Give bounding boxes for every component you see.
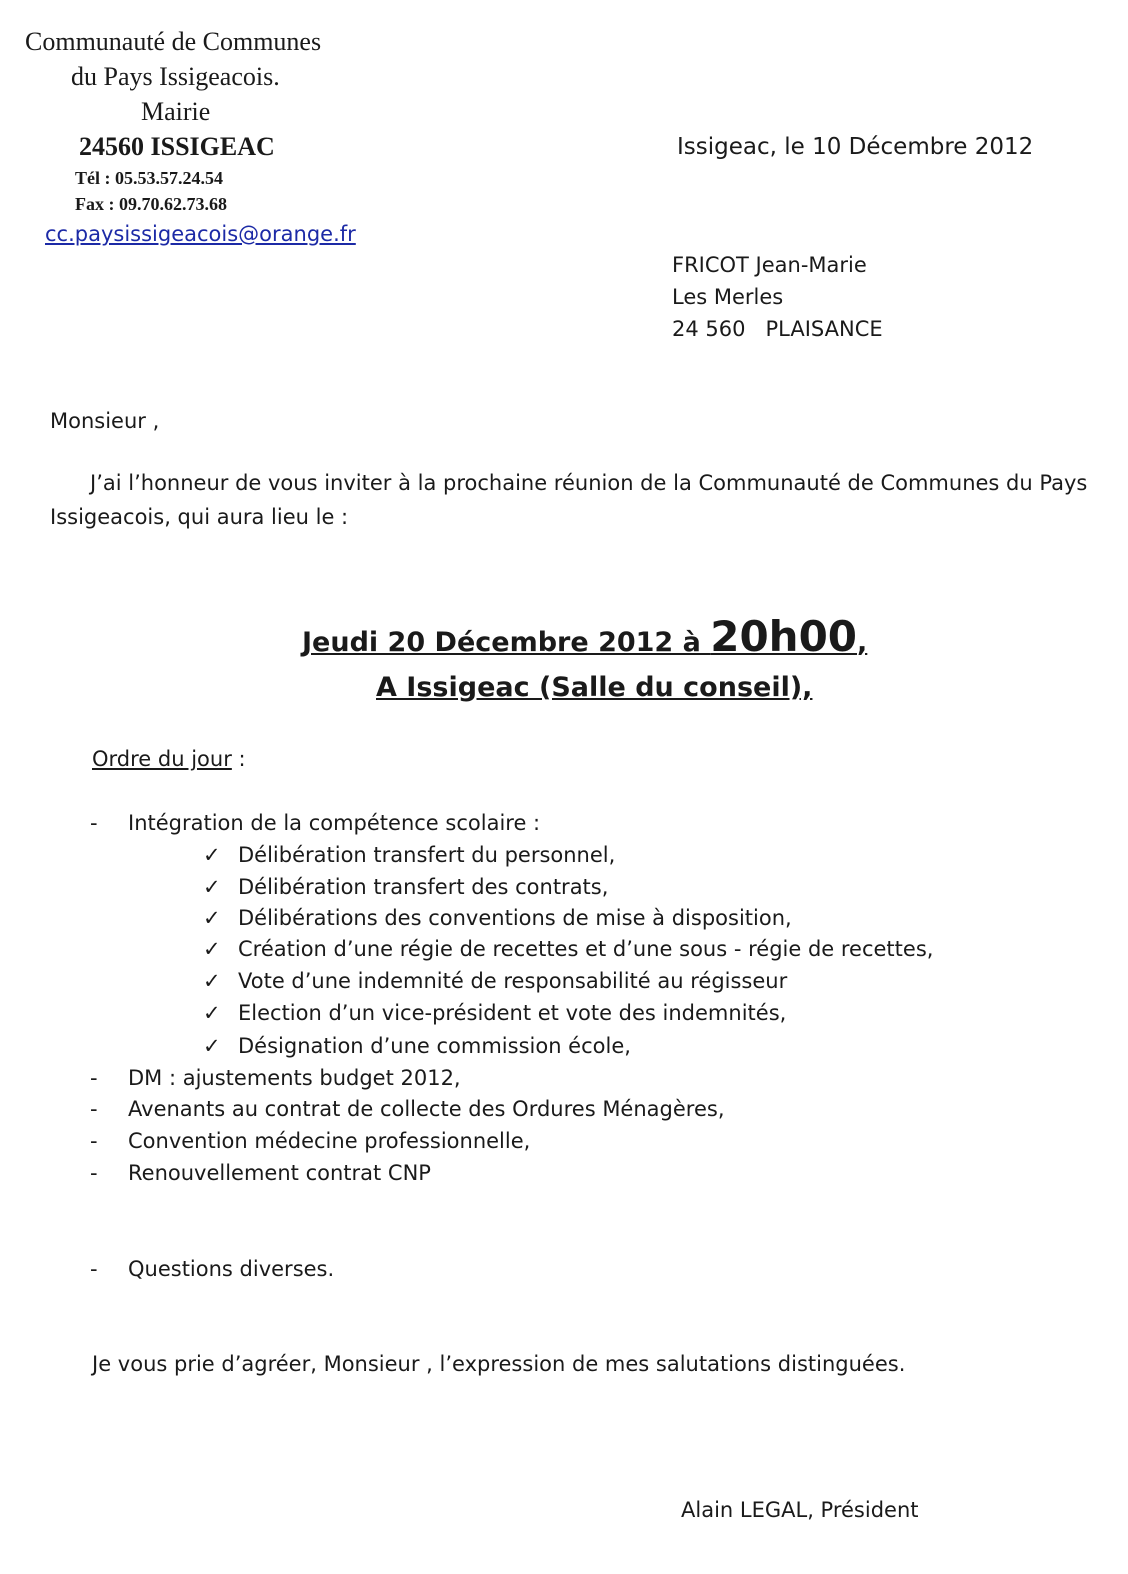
agenda-sub-item bbox=[0, 875, 1128, 905]
agenda-heading bbox=[92, 747, 246, 771]
agenda-item-text: DM : ajustements budget 2012, bbox=[128, 1066, 461, 1090]
meeting-place: A Issigeac (Salle du conseil), bbox=[376, 672, 813, 703]
agenda-item bbox=[0, 1257, 1128, 1287]
recipient-street: Les Merles bbox=[672, 285, 784, 309]
agenda-sub-item-text: Délibération transfert du personnel, bbox=[238, 843, 616, 867]
agenda-item bbox=[0, 1066, 1128, 1096]
sender-name-line2: du Pays Issigeacois. bbox=[71, 62, 280, 91]
agenda-title-suffix: : bbox=[231, 747, 246, 771]
checkmark-icon: ✓ bbox=[203, 906, 221, 930]
recipient-name: FRICOT Jean-Marie bbox=[672, 253, 867, 277]
agenda-sub-item bbox=[0, 843, 1128, 873]
list-dash: - bbox=[90, 1257, 98, 1281]
salutation: Monsieur , bbox=[50, 409, 160, 433]
agenda-sub-item bbox=[0, 1001, 1128, 1031]
agenda-item bbox=[0, 1161, 1128, 1191]
list-dash: - bbox=[90, 1097, 98, 1121]
agenda-item-text: Intégration de la compétence scolaire : bbox=[128, 811, 541, 835]
agenda-item bbox=[0, 1097, 1128, 1127]
sender-mairie: Mairie bbox=[141, 97, 211, 126]
closing-line: Je vous prie d’agréer, Monsieur , l’expression de mes salutations distinguées. bbox=[92, 1352, 906, 1376]
agenda-item-text: Avenants au contrat de collecte des Ordures Ménagères, bbox=[128, 1097, 725, 1121]
sender-email-link[interactable]: cc.paysissigeacois@orange.fr bbox=[45, 222, 356, 246]
meeting-date-line bbox=[302, 612, 867, 661]
sender-city: 24560 ISSIGEAC bbox=[79, 132, 275, 161]
agenda-sub-item bbox=[0, 937, 1128, 967]
agenda-sub-item-text: Création d’une régie de recettes et d’une sous - régie de recettes, bbox=[238, 937, 934, 961]
checkmark-icon: ✓ bbox=[203, 1034, 221, 1058]
agenda-sub-item bbox=[0, 906, 1128, 936]
agenda-sub-item-text: Vote d’une indemnité de responsabilité au régisseur bbox=[238, 969, 788, 993]
list-dash: - bbox=[90, 811, 98, 835]
intro-line2: Issigeacois, qui aura lieu le : bbox=[50, 505, 349, 529]
list-dash: - bbox=[90, 1161, 98, 1185]
recipient-city: 24 560 PLAISANCE bbox=[672, 317, 883, 341]
meeting-time-suffix: , bbox=[857, 627, 868, 658]
agenda-item-text: Questions diverses. bbox=[128, 1257, 335, 1281]
checkmark-icon: ✓ bbox=[203, 1001, 221, 1025]
sender-name-line1: Communauté de Communes bbox=[25, 27, 322, 56]
meeting-date-text: Jeudi 20 Décembre 2012 à bbox=[302, 627, 711, 658]
list-dash: - bbox=[90, 1129, 98, 1153]
agenda-sub-item-text: Election d’un vice-président et vote des indemnités, bbox=[238, 1001, 787, 1025]
agenda-sub-item bbox=[0, 1034, 1128, 1064]
agenda-sub-item-text: Délibération transfert des contrats, bbox=[238, 875, 609, 899]
agenda-item-text: Convention médecine professionnelle, bbox=[128, 1129, 531, 1153]
list-dash: - bbox=[90, 1066, 98, 1090]
agenda-sub-item-text: Désignation d’une commission école, bbox=[238, 1034, 631, 1058]
agenda-sub-item-text: Délibérations des conventions de mise à disposition, bbox=[238, 906, 792, 930]
agenda-item bbox=[0, 811, 1128, 841]
checkmark-icon: ✓ bbox=[203, 843, 221, 867]
signature: Alain LEGAL, Président bbox=[681, 1498, 919, 1522]
meeting-time: 20h00 bbox=[710, 612, 858, 661]
sender-fax: Fax : 09.70.62.73.68 bbox=[75, 194, 227, 214]
agenda-item bbox=[0, 1129, 1128, 1159]
sender-phone: Tél : 05.53.57.24.54 bbox=[75, 168, 223, 188]
checkmark-icon: ✓ bbox=[203, 937, 221, 961]
agenda-title: Ordre du jour bbox=[92, 747, 232, 771]
agenda-sub-item bbox=[0, 969, 1128, 999]
letter-date: Issigeac, le 10 Décembre 2012 bbox=[677, 134, 1034, 160]
intro-line1: J’ai l’honneur de vous inviter à la prochaine réunion de la Communauté de Communes du Pays bbox=[90, 471, 1088, 495]
checkmark-icon: ✓ bbox=[203, 875, 221, 899]
agenda-item-text: Renouvellement contrat CNP bbox=[128, 1161, 431, 1185]
checkmark-icon: ✓ bbox=[203, 969, 221, 993]
